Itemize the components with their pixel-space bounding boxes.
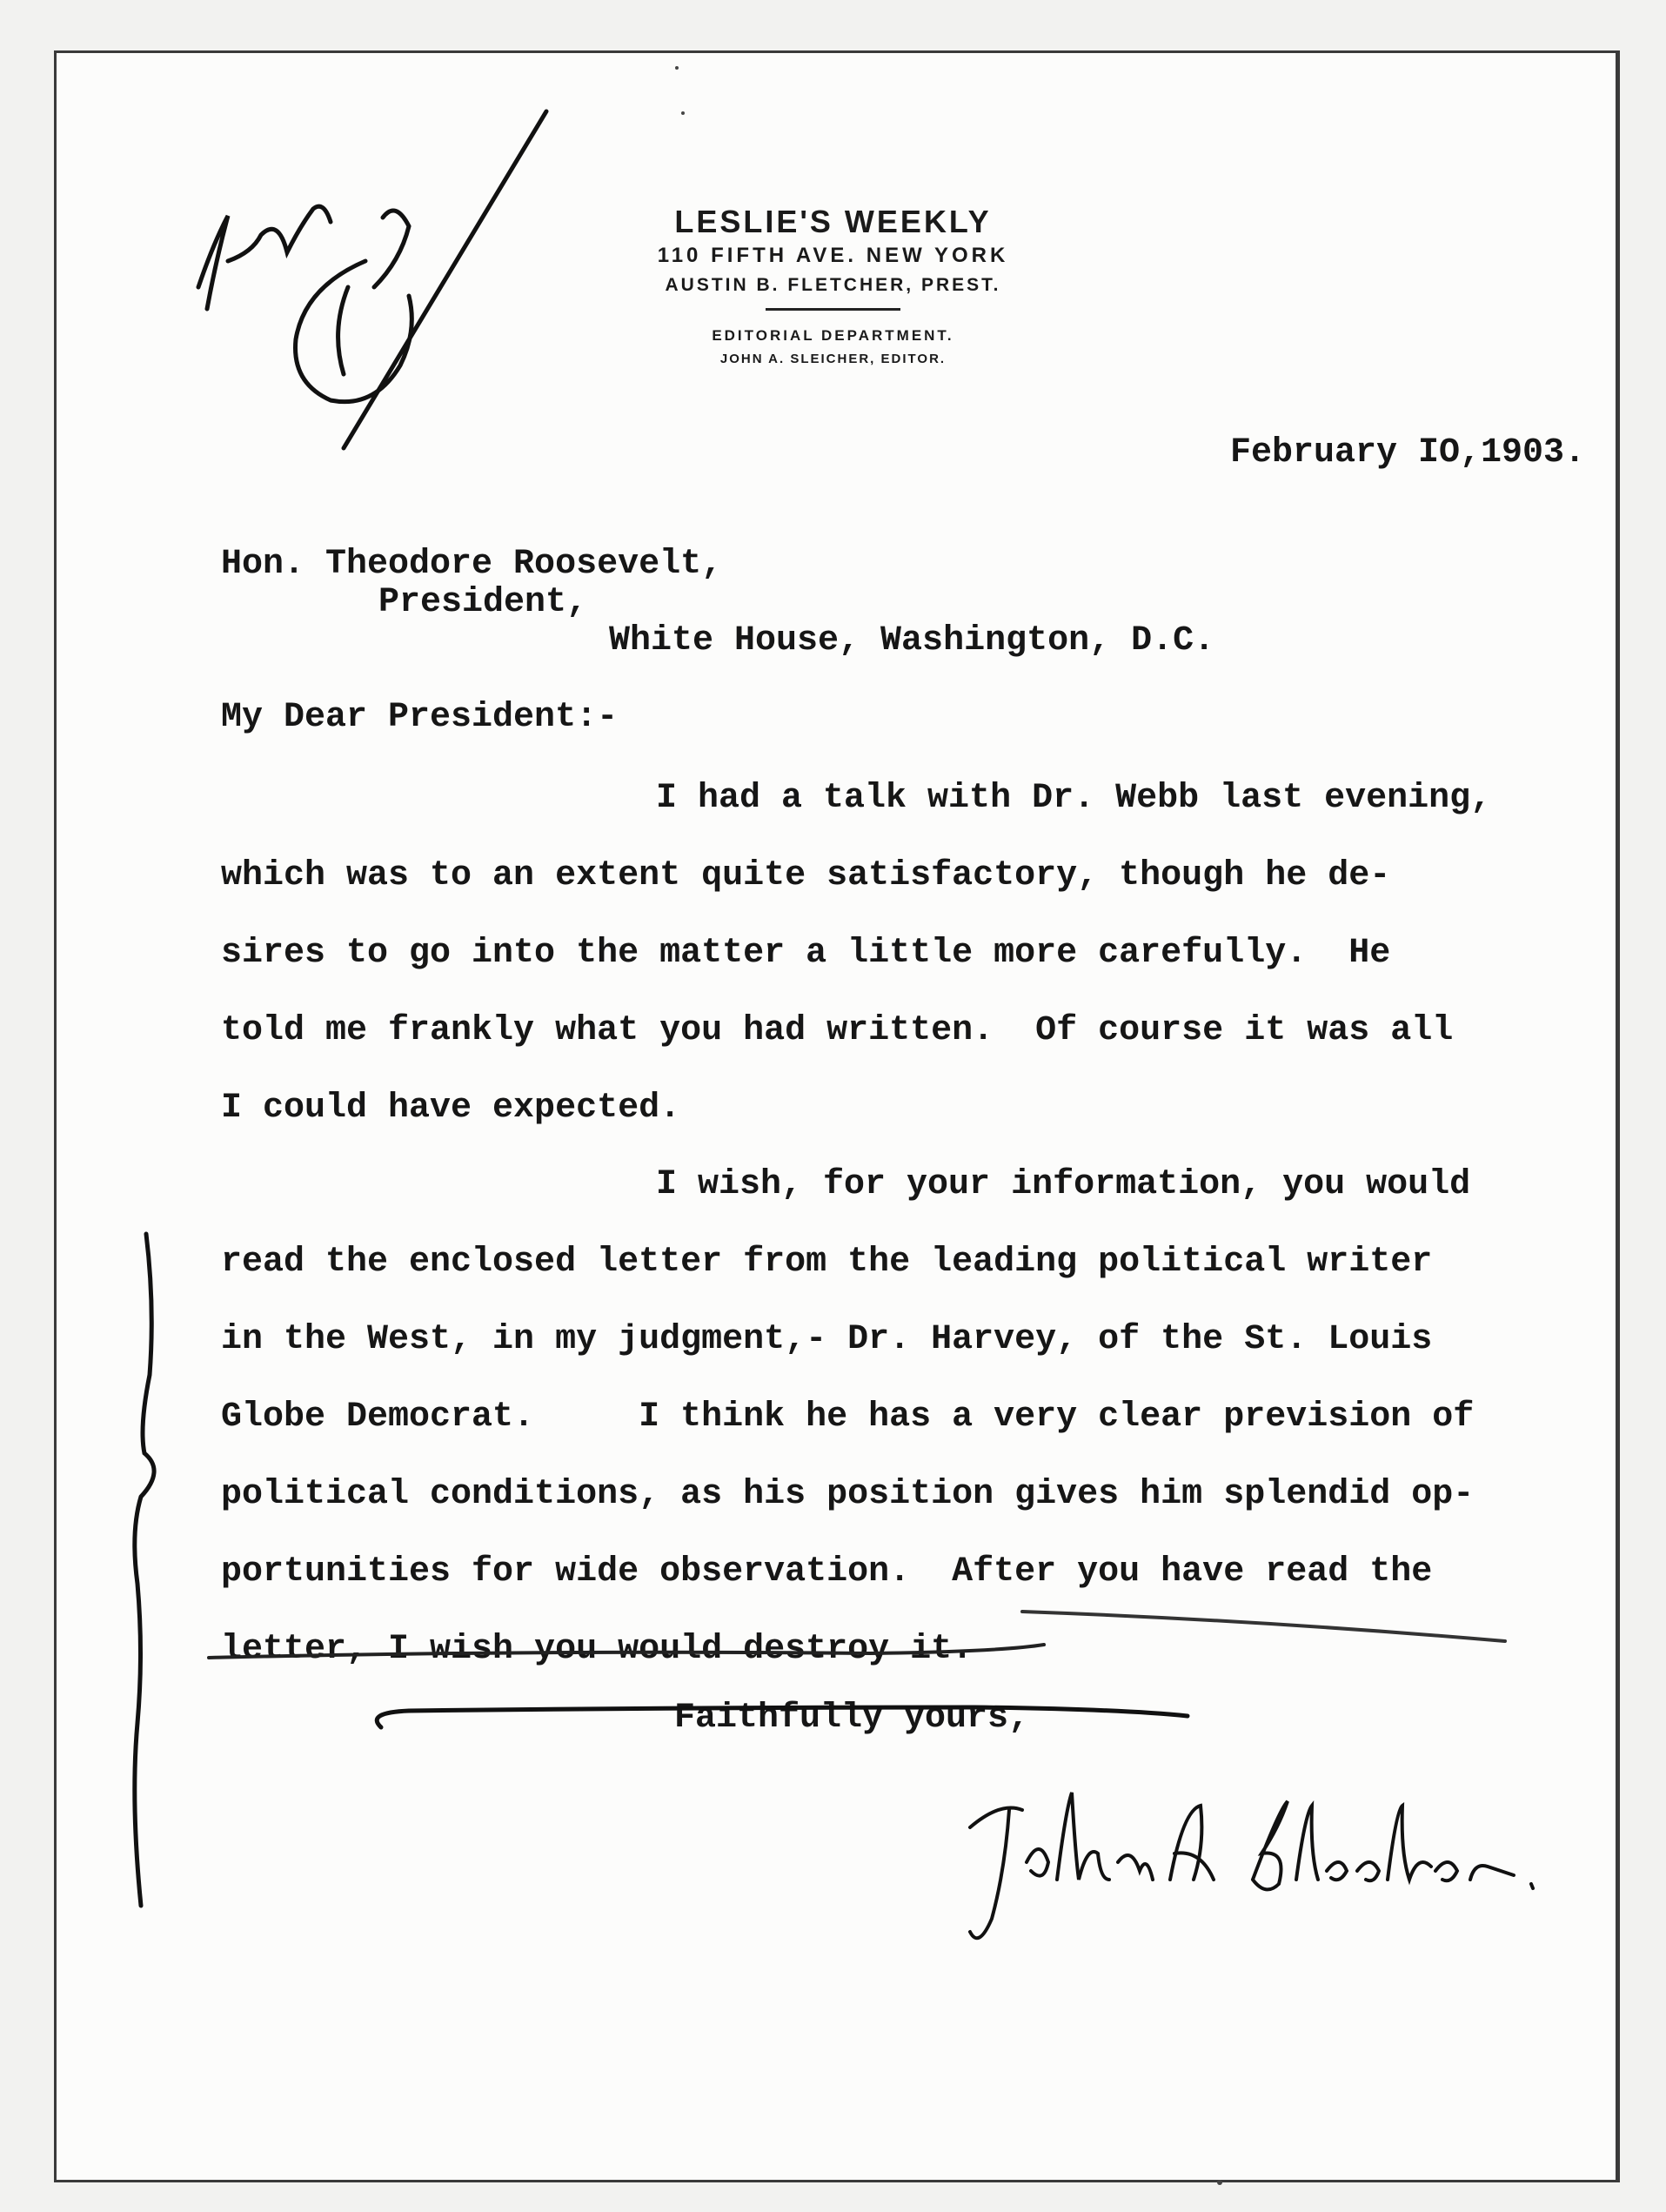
underline-stroke (209, 1645, 1044, 1658)
body-line: in the West, in my judgment,- Dr. Harvey, of the St. Louis (221, 1320, 1433, 1359)
signature-text (970, 1793, 1562, 1906)
salutation: My Dear President:- (221, 698, 619, 737)
body-line: which was to an extent quite satisfactory, though he de- (221, 856, 1391, 895)
body-line: I could have expected. (221, 1089, 681, 1128)
margin-bracket (135, 1234, 154, 1906)
recipient-address: White House, Washington, D.C. (609, 621, 1215, 660)
body-line: Globe Democrat. I think he has a very clear prevision of (221, 1398, 1475, 1437)
body-line: political conditions, as his position gives him splendid op- (221, 1475, 1475, 1514)
underline-stroke (377, 1707, 1188, 1727)
letterhead-editor: JOHN A. SLEICHER, EDITOR. (719, 352, 947, 366)
body-line: I wish, for your information, you would (656, 1165, 1471, 1204)
body-line: letter, I wish you would destroy it. (221, 1630, 974, 1669)
body-line: sires to go into the matter a little more carefully. He (221, 934, 1391, 973)
letterhead-address: 110 FIFTH AVE. NEW YORK (657, 244, 1009, 267)
letter-date: February IO,1903. (1230, 433, 1586, 473)
letterhead-president: AUSTIN B. FLETCHER, PREST. (665, 275, 1001, 295)
underline-stroke (1022, 1612, 1505, 1641)
paper-speck (1217, 2180, 1222, 2185)
recipient-name: Hon. Theodore Roosevelt, (221, 545, 723, 584)
body-line: told me frankly what you had written. Of course it was all (221, 1011, 1454, 1050)
letterhead-publication: LESLIE'S WEEKLY (674, 204, 992, 239)
paper-speck (675, 66, 679, 70)
recipient-title: President, (378, 583, 588, 622)
annotation-slash (344, 111, 546, 448)
body-line: read the enclosed letter from the leading political writer (221, 1243, 1433, 1282)
closing: Faithfully yours, (674, 1699, 1030, 1738)
letterhead-department: EDITORIAL DEPARTMENT. (712, 327, 954, 344)
body-line: portunities for wide observation. After you have read the (221, 1552, 1433, 1592)
paper-speck (681, 111, 685, 115)
body-line: I had a talk with Dr. Webb last evening, (656, 779, 1492, 818)
annotation-text (196, 209, 335, 313)
